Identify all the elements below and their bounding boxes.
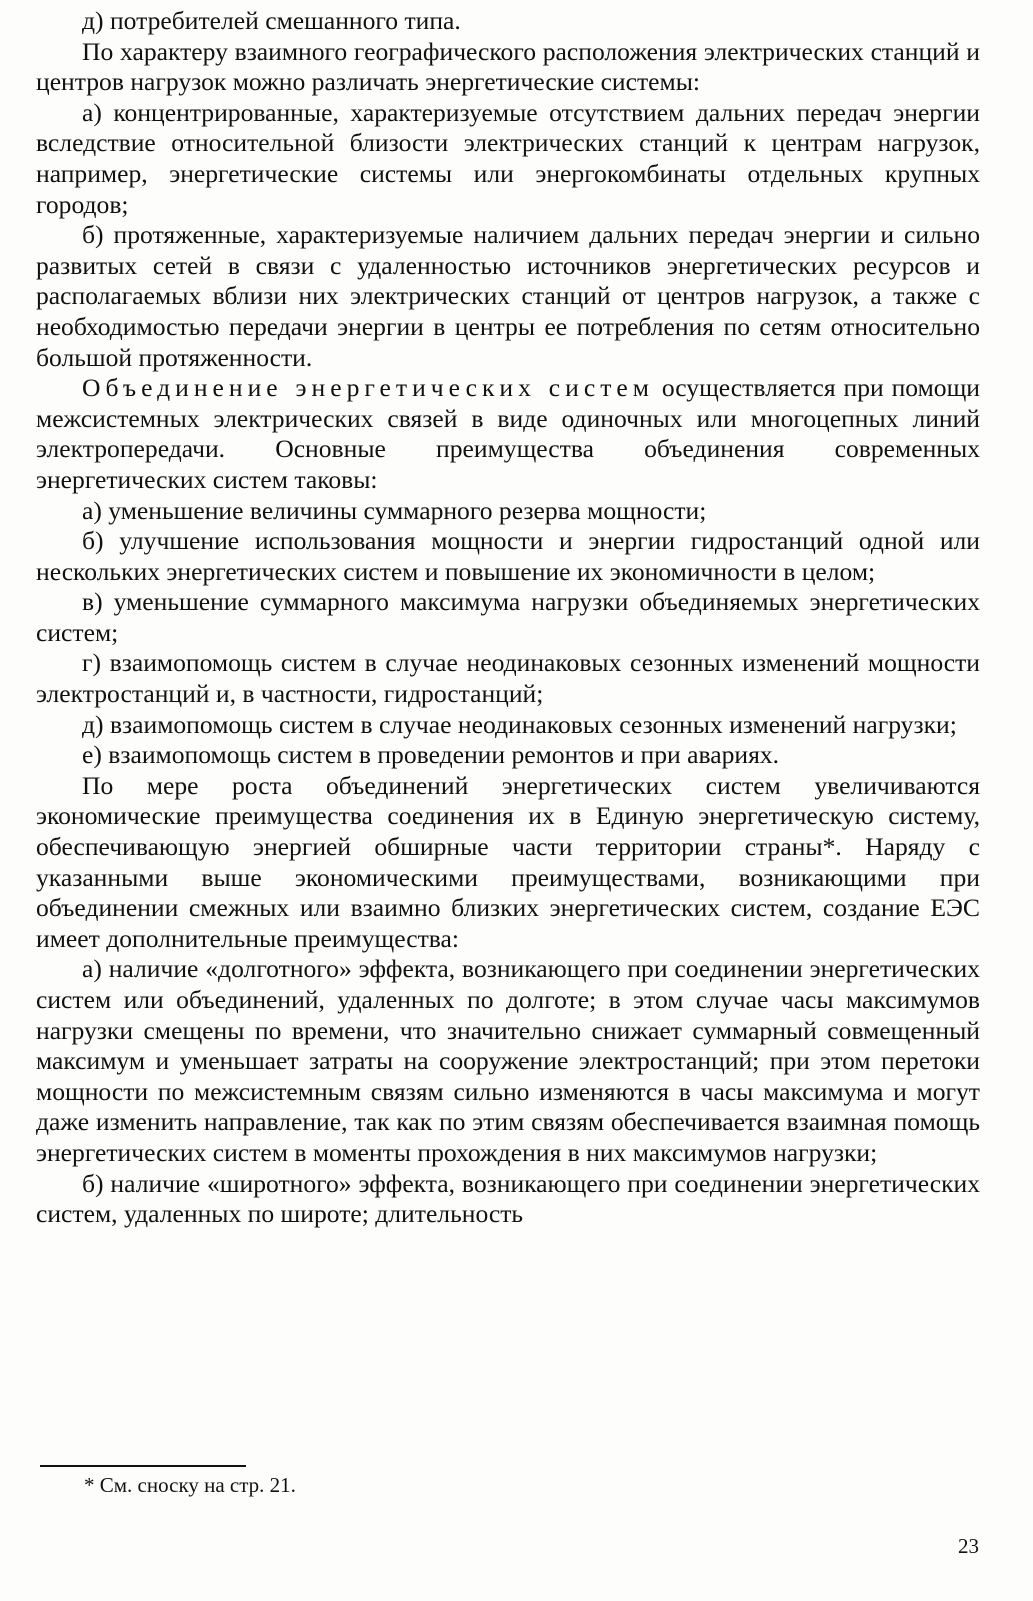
paragraph-consumers-mixed: д) потребителей смешанного типа.	[82, 6, 461, 35]
list-item-f-repairs: е) взаимопомощь систем в проведении ремонтов и при авариях.	[82, 740, 780, 770]
list-item-e-seasonal-load: д) взаимопомощь систем в случае неодинаковых сезонных изменений нагрузки;	[82, 709, 957, 739]
paragraph-extended: б) протяженные, характеризуемые наличием дальних передач энергии и сильно развитых сетей в связи с удаленностью источников энергетических ресурсов и располагаемых вблизи них электрических станций от центров нагрузок, а также с необходимостью передачи энергии в центры ее потребления по сетям относительно большой протяженности.	[36, 220, 980, 372]
paragraph-geography-intro: По характеру взаимного географического расположения электрических станций и центров нагрузок можно различать энергетические системы:	[36, 36, 980, 97]
page-number: 23	[958, 1534, 979, 1558]
paragraph-unification	[36, 373, 980, 495]
list-item-longitude-effect: а) наличие «долготного» эффекта, возникающего при соединении энергетических систем или объединений, удаленных по долготе; в этом случае часы максимумов нагрузки смещены по времени, что значительно снижает суммарный совмещенный максимум и уменьшает затраты на сооружение электростанций; при этом перетоки мощности по межсистемным связям сильно изменяются в часы максимума и могут даже изменить направление, так как по этим связям обеспечивается взаимная помощь энергетических систем в моменты прохождения в них максимумов нагрузки;	[36, 954, 980, 1167]
footnote-divider	[40, 1465, 246, 1467]
list-item-latitude-effect: б) наличие «широтного» эффекта, возникающего при соединении энергетических систем, удаленных по широте; длительность	[36, 1168, 980, 1229]
footnote: * См. сноску на стр. 21.	[84, 1473, 296, 1497]
list-item-c-maximum: в) уменьшение суммарного максимума нагрузки объединяемых энергетических систем;	[36, 587, 980, 647]
spaced-term: Объединение энергетических систем	[82, 373, 654, 403]
list-item-b-hydro: б) улучшение использования мощности и энергии гидростанций одной или нескольких энергетических систем и повышение их экономичности в целом;	[36, 526, 980, 586]
list-item-a-reserve: а) уменьшение величины суммарного резерва мощности;	[82, 495, 707, 525]
list-item-d-seasonal-power: г) взаимопомощь систем в случае неодинаковых сезонных изменений мощности электростанций и, в частности, гидростанций;	[36, 648, 980, 709]
unification-rest: осуществляется при помощи межсистемных электрических связей в виде одиночных или многоцепных линий электропередачи. Основные преимущества объединения современных энергетических систем таковы:	[36, 373, 980, 494]
paragraph-unified-system: По мере роста объединений энергетических систем увеличиваются экономические преимущества соединения их в Единую энергетическую систему, обеспечивающую энергией обширные части территории страны*. Наряду с указанными выше экономическими преимуществами, возникающими при объединении смежных или взаимно близких энергетических систем, создание ЕЭС имеет дополнительные преимущества:	[36, 770, 980, 953]
body-text	[36, 6, 980, 1230]
paragraph-concentrated: а) концентрированные, характеризуемые отсутствием дальних передач энергии вследствие относительной близости электрических станций к центрам нагрузок, например, энергетические системы или энергокомбинаты отдельных крупных городов;	[36, 97, 980, 219]
